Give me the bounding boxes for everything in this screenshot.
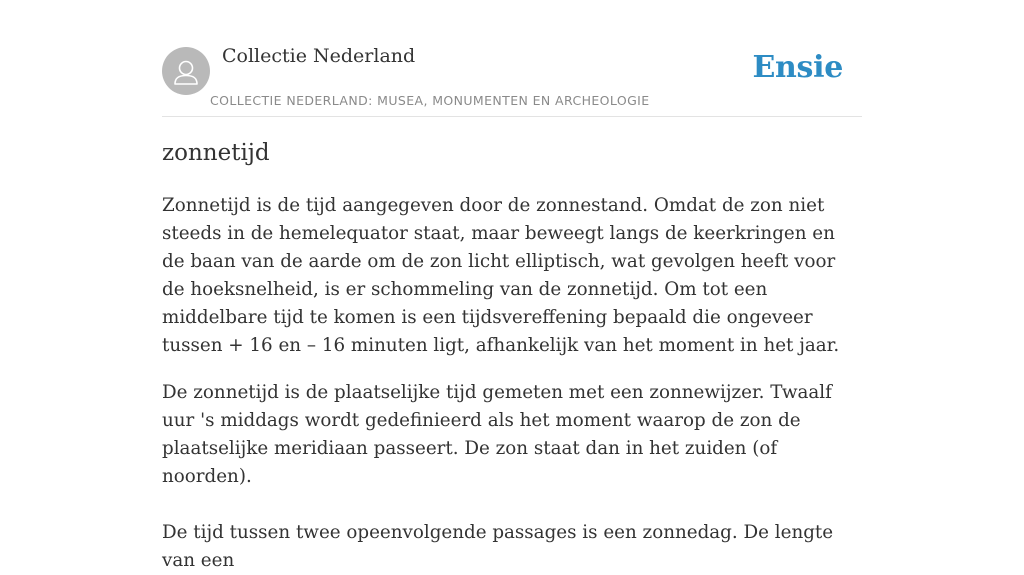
author-link[interactable]: Collectie Nederland bbox=[222, 45, 416, 67]
article-body bbox=[162, 192, 862, 575]
brand-logo[interactable]: Ensie bbox=[752, 50, 843, 85]
page-container bbox=[162, 0, 862, 571]
avatar[interactable] bbox=[162, 47, 210, 95]
author-subtitle: COLLECTIE NEDERLAND: MUSEA, MONUMENTEN EN ARCHEOLOGIE bbox=[210, 93, 650, 108]
header bbox=[162, 0, 862, 117]
paragraph: De tijd tussen twee opeenvolgende passages is een zonnedag. De lengte van een bbox=[162, 522, 834, 571]
paragraph: Zonnetijd is de tijd aangegeven door de zonnestand. Omdat de zon niet steeds in de hemelequator staat, maar beweegt langs de keerkringen en de baan van de aarde om de zon licht elliptisch, wat gevolgen heeft voor de hoeksnelheid, is er schommeling van de zonnetijd. Om tot een middelbare tijd te komen is een tijdsvereffening bepaald die ongeveer tussen + 16 en – 16 minuten ligt, afhankelijk van het moment in het jaar. bbox=[162, 195, 840, 356]
page-title: zonnetijd bbox=[162, 140, 270, 166]
paragraph: De zonnetijd is de plaatselijke tijd gemeten met een zonnewijzer. Twaalf uur 's middags wordt gedefinieerd als het moment waarop de zon de plaatselijke meridiaan passeert. De zon staat dan in het zuiden (of noorden). bbox=[162, 382, 832, 487]
user-icon bbox=[162, 47, 210, 95]
